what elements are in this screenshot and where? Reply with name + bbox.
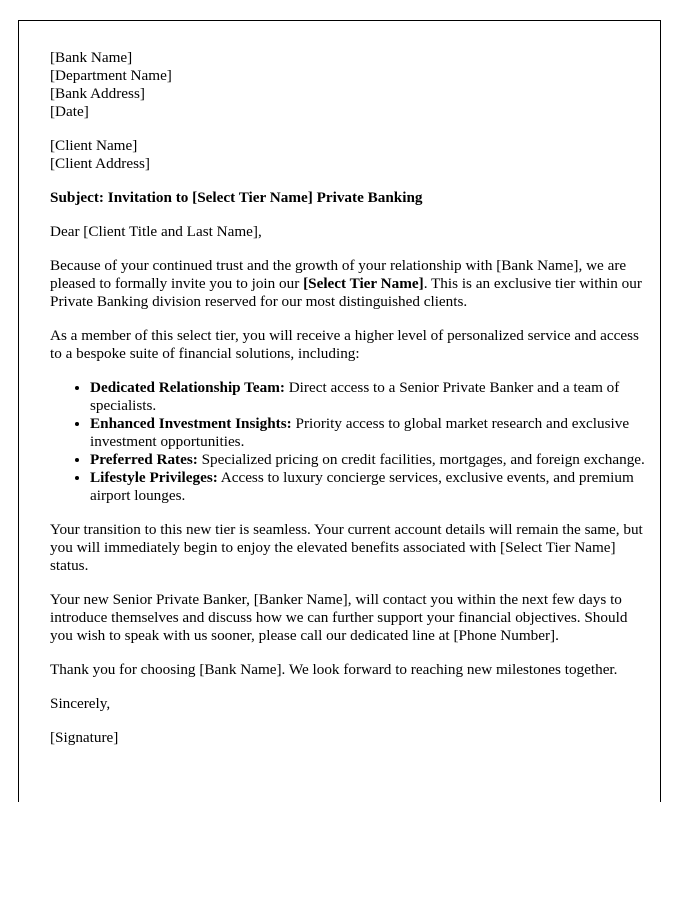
tier-name-emphasis: [Select Tier Name]: [303, 275, 424, 292]
subject-line: Subject: Invitation to [Select Tier Name] Private Banking: [50, 189, 423, 206]
letter-date: [Date]: [50, 103, 89, 120]
sender-address: [Bank Address]: [50, 85, 145, 102]
letter-page: [18, 20, 661, 802]
benefit-title: Preferred Rates:: [90, 451, 198, 468]
benefit-item: [90, 415, 648, 451]
recipient-block: [50, 137, 648, 173]
benefit-text: Direct access to a Senior Private Banker and a team of specialists.: [90, 379, 620, 414]
benefit-text: Access to luxury concierge services, exclusive events, and premium airport lounges.: [90, 469, 634, 504]
intro-text-start: Because of your continued trust and the growth of your relationship with [Bank Name], we are pleased to formally invite you to join our: [50, 257, 627, 292]
contact-paragraph: Your new Senior Private Banker, [Banker Name], will contact you within the next few days to introduce themselves and discuss how we can further support your financial objectives. Should you wish to speak with us sooner, please call our dedicated line at [Phone Number].: [50, 591, 628, 644]
benefit-title: Lifestyle Privileges:: [90, 469, 218, 486]
sender-block: [50, 49, 648, 121]
benefit-item: [90, 379, 648, 415]
closing: Sincerely,: [50, 695, 111, 712]
benefit-item: [90, 451, 648, 469]
sender-bank-name: [Bank Name]: [50, 49, 133, 66]
benefit-title: Dedicated Relationship Team:: [90, 379, 285, 396]
salutation: Dear [Client Title and Last Name],: [50, 223, 262, 240]
intro-paragraph: [50, 257, 648, 311]
intro-text-end: . This is an exclusive tier within our Private Banking division reserved for our most distinguished clients.: [50, 275, 642, 310]
sender-department: [Department Name]: [50, 67, 172, 84]
spacer: [50, 173, 648, 189]
recipient-name: [Client Name]: [50, 137, 138, 154]
signature: [Signature]: [50, 729, 119, 746]
benefit-text: Priority access to global market research and exclusive investment opportunities.: [90, 415, 630, 450]
benefit-item: [90, 469, 648, 505]
recipient-address: [Client Address]: [50, 155, 150, 172]
benefit-text: Specialized pricing on credit facilities, mortgages, and foreign exchange.: [197, 451, 645, 468]
transition-paragraph: Your transition to this new tier is seamless. Your current account details will remain the same, but you will immediately begin to enjoy the elevated benefits associated with [Select Tier Name] status.: [50, 521, 643, 574]
benefit-title: Enhanced Investment Insights:: [90, 415, 292, 432]
thanks-paragraph: Thank you for choosing [Bank Name]. We look forward to reaching new milestones together.: [50, 661, 618, 678]
spacer: [50, 121, 648, 137]
benefits-list: [50, 379, 648, 505]
benefits-intro-paragraph: As a member of this select tier, you will receive a higher level of personalized service and access to a bespoke suite of financial solutions, including:: [50, 327, 639, 362]
